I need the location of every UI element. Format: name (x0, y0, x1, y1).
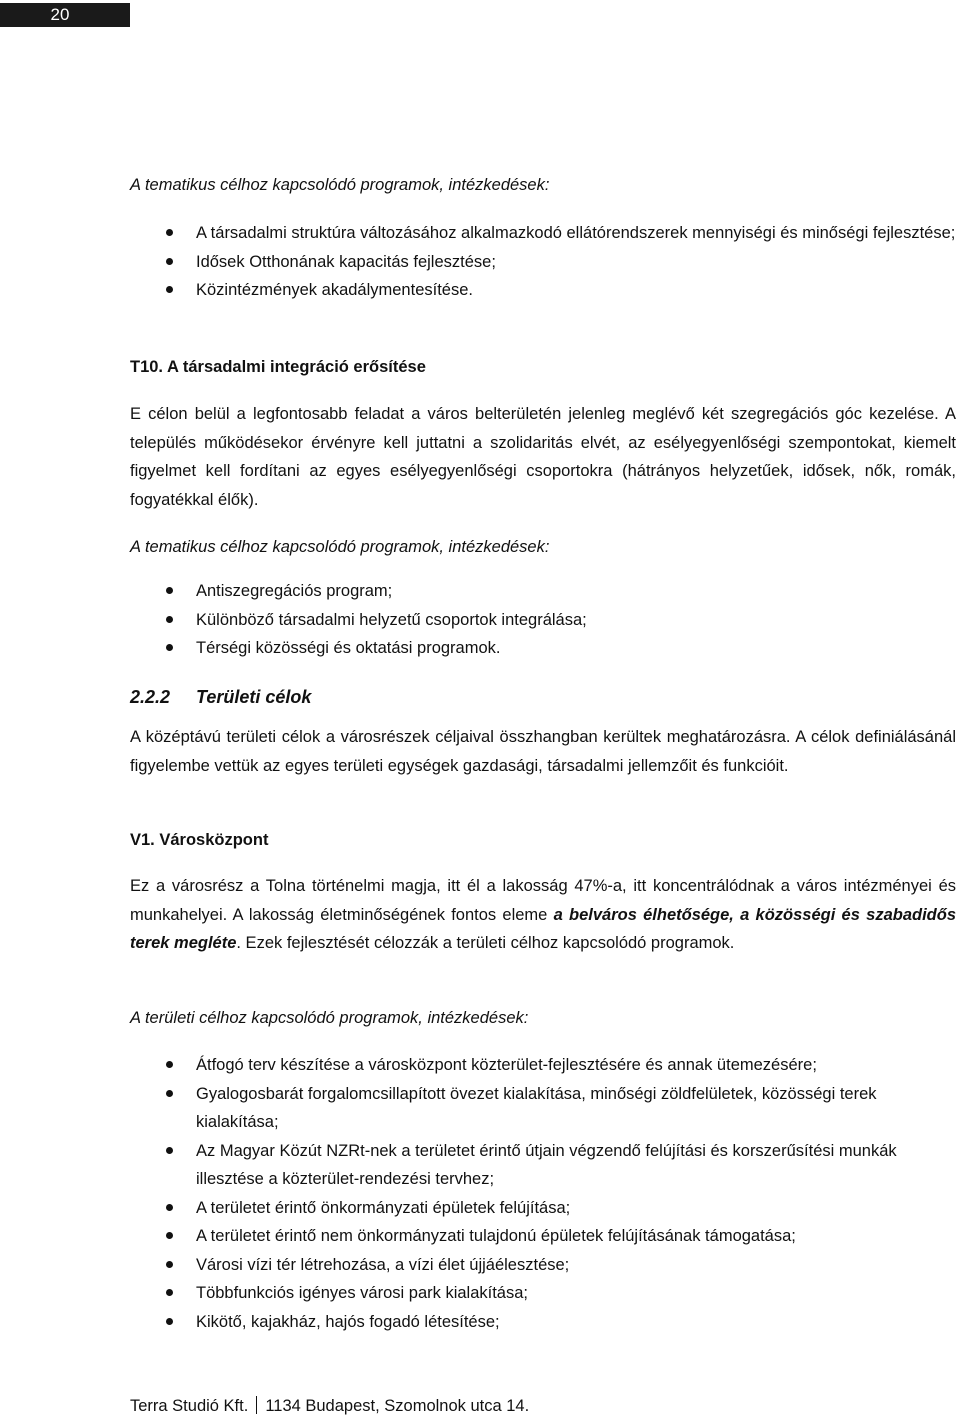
list-item: A területet érintő önkormányzati épületek felújítása; (130, 1194, 956, 1223)
footer-company: Terra Studió Kft. (130, 1397, 249, 1415)
list-item: Átfogó terv készítése a városközpont közterület-fejlesztésére és annak ütemezésére; (130, 1051, 956, 1080)
list-item: A területet érintő nem önkormányzati tulajdonú épületek felújításának támogatása; (130, 1222, 956, 1251)
section-title: Területi célok (196, 687, 312, 707)
list-item: Térségi közösségi és oktatási programok. (130, 634, 956, 663)
v1-paragraph (130, 872, 956, 958)
list-item: Kikötő, kajakház, hajós fogadó létesítése; (130, 1308, 956, 1337)
list-item: Az Magyar Közút NZRt-nek a területet érintő útjain végzendő felújítási és korszerűsítési munkák illesztése a közterület-rendezési tervhez; (130, 1137, 956, 1194)
t10-heading: T10. A társadalmi integráció erősítése (130, 358, 426, 376)
page-number-badge (0, 3, 130, 27)
section-paragraph: A középtávú területi célok a városrészek céljaival összhangban kerültek meghatározásra. A célok definiálásánál figyelembe vettük az egyes területi egységek gazdasági, társadalmi jellemzőit és funkcióit. (130, 728, 956, 775)
list-item: Különböző társadalmi helyzetű csoportok integrálása; (130, 606, 956, 635)
list-item: A társadalmi struktúra változásához alkalmazkodó ellátórendszerek mennyiségi és minőségi fejlesztése; (130, 219, 956, 248)
list-item: Antiszegregációs program; (130, 577, 956, 606)
list-item: Városi vízi tér létrehozása, a vízi élet újjáélesztése; (130, 1251, 956, 1280)
page-footer (130, 1396, 529, 1416)
t10-paragraph: E célon belül a legfontosabb feladat a város belterületén jelenleg meglévő két szegregációs góc kezelése. A település működésekor érvényre kell juttatni a szolidaritás elvét, az esélyegyenlőségi szempontokat, kiemelt figyelmet kell fordítani az egyes esélyegyenlőségi csoportokra (hátrányos helyzetűek, idősek, nők, romák, fogyatékkal élők). (130, 405, 956, 509)
list-item: Idősek Otthonának kapacitás fejlesztése; (130, 248, 956, 277)
v1-paragraph-emphasis: a belváros élhetősége, a közösségi és szabadidős terek megléte (130, 905, 957, 952)
program-list-3 (130, 1051, 956, 1336)
section-heading (130, 683, 956, 712)
footer-divider (256, 1396, 257, 1414)
programs-heading-1: A tematikus célhoz kapcsolódó programok, intézkedések: (130, 176, 550, 194)
list-item: Gyalogosbarát forgalomcsillapított övezet kialakítása, minőségi zöldfelületek, közösségi terek kialakítása; (130, 1080, 956, 1137)
programs-heading-3: A területi célhoz kapcsolódó programok, intézkedések: (130, 1009, 529, 1027)
list-item: Közintézmények akadálymentesítése. (130, 276, 956, 305)
programs-heading-2: A tematikus célhoz kapcsolódó programok, intézkedések: (130, 538, 550, 556)
list-item: Többfunkciós igényes városi park kialakítása; (130, 1279, 956, 1308)
footer-address: 1134 Budapest, Szomolnok utca 14. (265, 1397, 530, 1415)
v1-paragraph-part1: Ez a városrész a Tolna történelmi magja, itt él a lakosság 47%-a, itt koncentrálódnak a város intézményei és munkahelyei. A lakosság életminőségének fontos eleme (130, 877, 956, 924)
program-list-1 (130, 219, 956, 305)
program-list-2 (130, 577, 956, 663)
v1-paragraph-part2: . Ezek fejlesztését célozzák a területi célhoz kapcsolódó programok. (236, 934, 735, 952)
page-number: 20 (50, 5, 70, 24)
section-number: 2.2.2 (130, 687, 171, 707)
v1-heading: V1. Városközpont (130, 831, 269, 849)
